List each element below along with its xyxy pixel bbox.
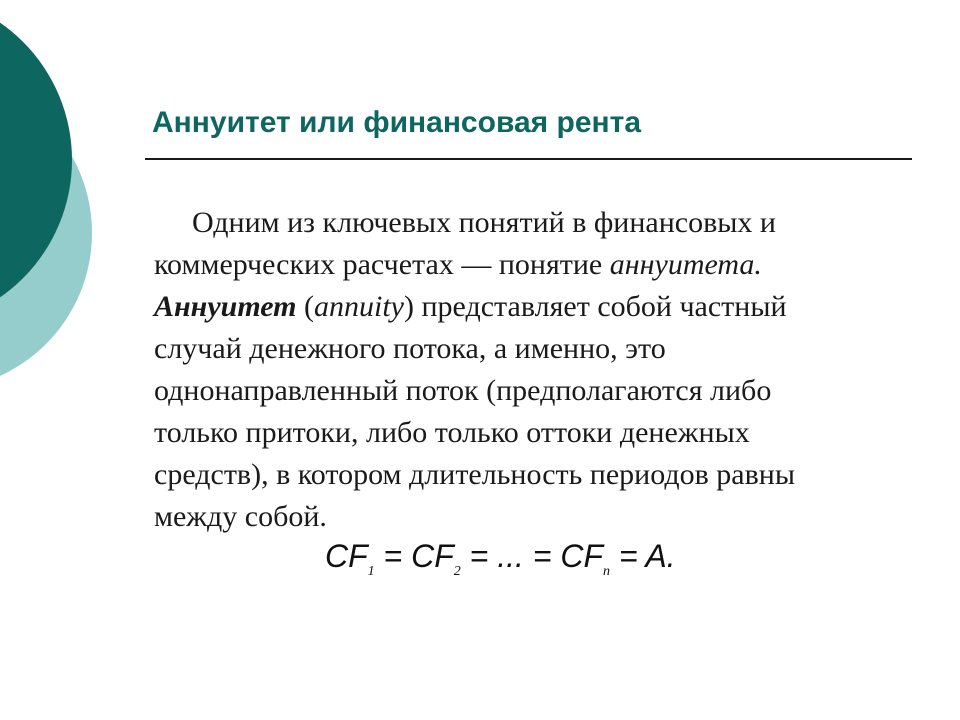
paragraph-line-6: только притоки, либо только оттоки денежных (154, 416, 750, 449)
formula-equals-a: = A. (610, 538, 676, 574)
formula-eq-cf-2: = CF (374, 538, 454, 574)
formula-ellipsis-cf-n: = ... = CF (460, 538, 604, 574)
body-text (154, 202, 914, 538)
paragraph-line-3 (154, 286, 914, 328)
paragraph-line-5: однонаправленный поток (предполагаются либо (154, 374, 772, 407)
paragraph-line-2 (154, 244, 914, 286)
paragraph-line-4: случай денежного потока, а именно, это (154, 332, 666, 365)
line-3-rest: ) представляет собой частный (404, 290, 787, 323)
annuity-formula (325, 538, 676, 580)
formula-cf-1: CF (325, 538, 368, 574)
paragraph-line-7: средств), в котором длительность периодов равны (154, 458, 795, 491)
annuity-term-italic: аннуитета. (609, 248, 762, 281)
slide-title: Аннуитет или финансовая рента (152, 106, 642, 139)
paren-open: ( (296, 290, 315, 323)
paragraph-line-8: между собой. (154, 500, 327, 533)
annuity-paragraph (154, 202, 914, 538)
title-underline (145, 158, 912, 160)
formula-sub-n: n (603, 564, 611, 579)
paragraph-line-1: Одним из ключевых понятий в финансовых и (192, 206, 776, 239)
formula-sub-2: 2 (453, 564, 461, 579)
annuity-english: annuity (314, 290, 405, 323)
line-2-text: коммерческих расчетах — понятие (154, 248, 610, 281)
annuity-term-bold: Аннуитет (154, 290, 297, 323)
formula-sub-1: 1 (367, 564, 375, 579)
